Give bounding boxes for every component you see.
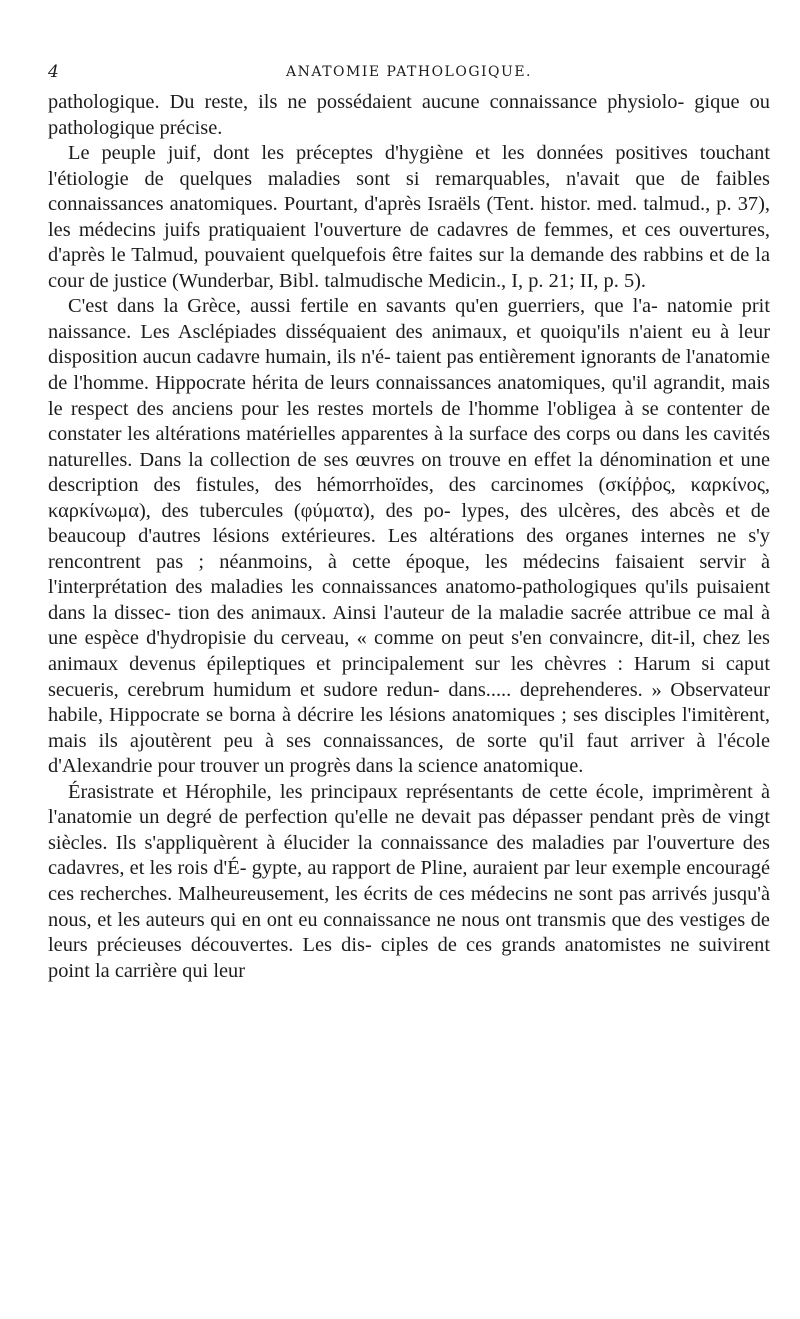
running-title: ANATOMIE PATHOLOGIQUE. [286, 64, 532, 80]
body-text [48, 90, 770, 984]
page-number: 4 [48, 62, 59, 82]
running-header [48, 62, 770, 86]
paragraph-1: pathologique. Du reste, ils ne possédaient aucune connaissance physiolo- gique ou pathologique précise. [48, 91, 770, 139]
paragraph-2: Le peuple juif, dont les préceptes d'hygiène et les données positives touchant l'étiologie de quelques maladies sont si remarquables, n'avait que de faibles connaissances anatomiques. Pourtant, d'après Israëls (Tent. histor. med. talmud., p. 37), les médecins juifs pratiquaient l'ouverture de cadavres de femmes, et ces ouvertures, d'après le Talmud, pouvaient quelquefois être faites sur la demande des rabbins et de la cour de justice (Wunderbar, Bibl. talmudische Medicin., I, p. 21; II, p. 5). [48, 142, 770, 292]
paragraph-3: C'est dans la Grèce, aussi fertile en savants qu'en guerriers, que l'a- natomie prit naissance. Les Asclépiades disséquaient des animaux, et quoiqu'ils n'aient eu à leur disposition aucun cadavre humain, ils n'é- taient pas entièrement ignorants de l'anatomie de l'homme. Hippocrate hérita de leurs connaissances anatomiques, qu'il agrandit, mais le respect des anciens pour les restes mortels de l'homme l'obligea à se contenter de constater les altérations matérielles apparentes à la surface des corps ou dans les cavités naturelles. Dans la collection de ses œuvres on trouve en effet la dénomination et une description des fistules, des hémorrhoïdes, des carcinomes (σκίῤῥος, καρκίνος, καρκίνωμα), des tubercules (φύματα), des po- lypes, des ulcères, des abcès et de beaucoup d'autres lésions extérieures. Les altérations des organes internes ne s'y rencontrent pas ; néanmoins, à cette époque, les médecins faisaient servir à l'interprétation des maladies les connaissances anatomo-pathologiques qu'ils puisaient dans la dissec- tion des animaux. Ainsi l'auteur de la maladie sacrée attribue ce mal à une espèce d'hydropisie du cerveau, « comme on peut s'en convaincre, dit-il, chez les animaux devenus épileptiques et principalement sur les chèvres : Harum si caput secueris, cerebrum humidum et sudore redun- dans..... deprehenderes. » Observateur habile, Hippocrate se borna à décrire les lésions anatomiques ; ses disciples l'imitèrent, mais ils ajoutèrent peu à ses connaissances, de sorte qu'il faut arriver à l'école d'Alexandrie pour trouver un progrès dans la science anatomique. [48, 295, 770, 778]
paragraph-4: Érasistrate et Hérophile, les principaux représentants de cette école, imprimèrent à l'anatomie un degré de perfection qu'elle ne devait pas dépasser pendant près de vingt siècles. Ils s'appliquèrent à élucider la connaissance des maladies par l'ouverture des cadavres, et les rois d'É- gypte, au rapport de Pline, auraient par leur exemple encouragé ces recherches. Malheureusement, les écrits de ces médecins ne sont pas arrivés jusqu'à nous, et les auteurs qui en ont eu connaissance ne nous ont transmis que des vestiges de leurs précieuses découvertes. Les dis- ciples de ces grands anatomistes ne suivirent point la carrière qui leur [48, 780, 770, 982]
